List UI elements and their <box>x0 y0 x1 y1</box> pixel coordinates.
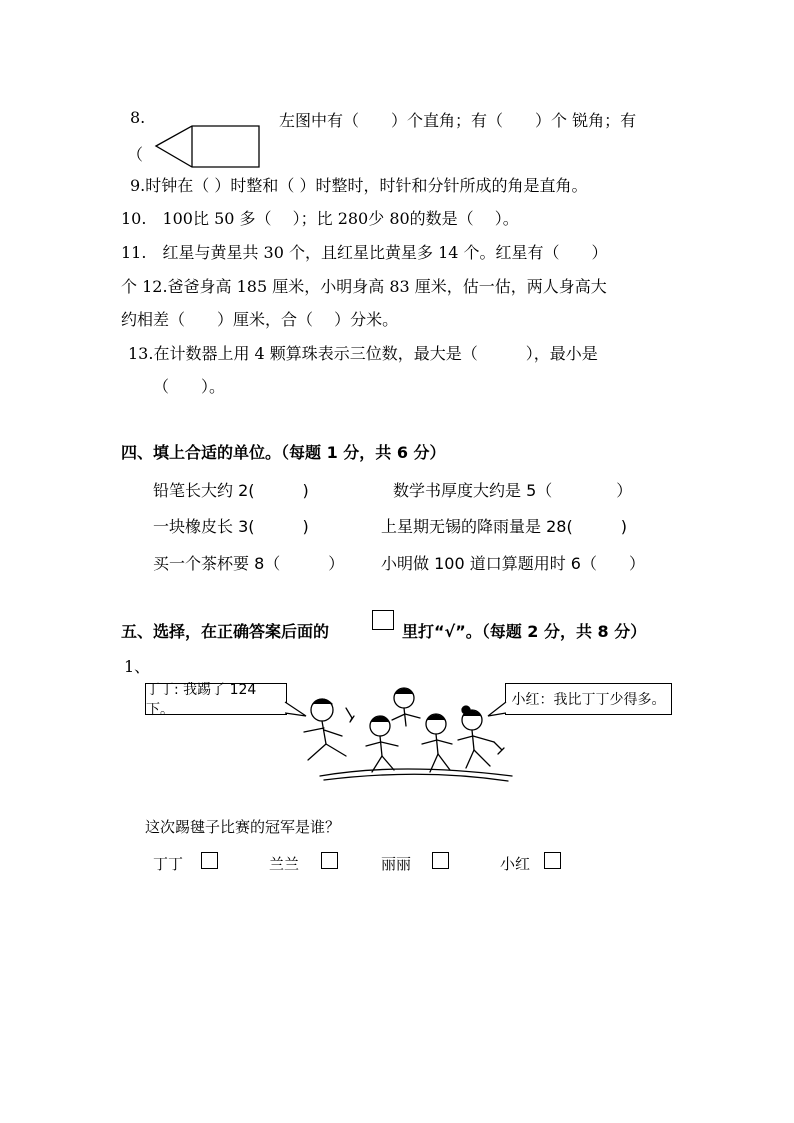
speech-bubble-left <box>145 682 287 718</box>
q12-line2: 约相差（ ）厘米，合（ ）分米。 <box>121 310 399 329</box>
section4-item: 铅笔长大约 2( ) <box>153 481 309 500</box>
section4-item: 小明做 100 道口算题用时 6（ ） <box>381 554 645 573</box>
option-checkbox[interactable] <box>544 852 561 869</box>
q8-number: 8. <box>130 108 146 127</box>
q8-continuation: （ <box>127 145 144 164</box>
option-label: 丽丽 <box>381 855 412 873</box>
section4-item: 数学书厚度大约是 5（ ） <box>393 481 633 500</box>
option-checkbox[interactable] <box>321 852 338 869</box>
q8-text: 左图中有（ ）个直角；有（ ）个 锐角；有 <box>279 111 637 130</box>
option-label: 兰兰 <box>269 855 300 873</box>
section5-question: 这次踢毽子比赛的冠军是谁？ <box>145 818 341 836</box>
option-label: 小红 <box>500 855 531 873</box>
q10-text: 10. 100比 50 多（ ）；比 280少 80的数是（ ）。 <box>121 209 519 228</box>
q12-line1: 个 12.爸爸身高 185 厘米，小明身高 83 厘米，估一估，两人身高大 <box>121 277 607 296</box>
section4-item: 上星期无锡的降雨量是 28( ) <box>381 517 627 536</box>
q13-line2: （ ）。 <box>153 377 226 396</box>
speech-bubble-right <box>505 683 672 715</box>
section5-title-before: 五、选择，在正确答案后面的 <box>121 622 330 641</box>
section5-title-after: 里打“√”。（每题 2 分，共 8 分） <box>402 622 647 641</box>
q13-line1: 13.在计数器上用 4 颗算珠表示三位数，最大是（ ），最小是 <box>128 344 598 363</box>
section4-item: 买一个茶杯要 8（ ） <box>153 554 345 573</box>
pentagon-figure <box>150 122 264 172</box>
option-label: 丁丁 <box>153 855 184 873</box>
option-checkbox[interactable] <box>432 852 449 869</box>
option-checkbox[interactable] <box>201 852 218 869</box>
q11-text: 11. 红星与黄星共 30 个，且红星比黄星多 14 个。红星有（ ） <box>121 243 608 262</box>
checkbox-square-symbol <box>372 610 394 630</box>
bubble-right-text: 小红：我比丁丁少得多。 <box>511 692 666 708</box>
q9-text: 9.时钟在（ ）时整和（ ）时整时，时针和分针所成的角是直角。 <box>130 176 588 195</box>
section4-title: 四、填上合适的单位。（每题 1 分，共 6 分） <box>121 443 446 462</box>
section4-item: 一块橡皮长 3( ) <box>153 517 309 536</box>
bubble-left-text: 丁丁: 我踢了 124 下。 <box>146 682 257 718</box>
section5-q1-label: 1、 <box>124 657 151 676</box>
children-shuttlecock-illustration <box>280 680 520 790</box>
